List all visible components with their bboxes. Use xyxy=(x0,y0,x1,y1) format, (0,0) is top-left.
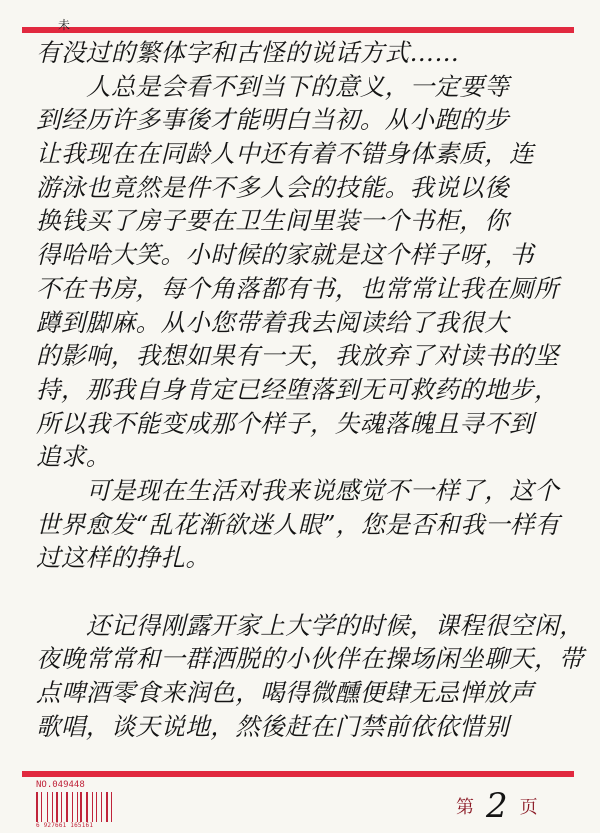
text-line: 人总是会看不到当下的意义，一定要等 xyxy=(86,71,510,101)
text-line: 可是现在生活对我来说感觉不一样了，这个 xyxy=(86,475,560,505)
barcode-icon xyxy=(36,792,116,822)
text-line: 到经历许多事後才能明白当初。从小跑的步 xyxy=(36,105,510,135)
text-line: 持，那我自身肯定已经堕落到无可救药的地步， xyxy=(36,374,559,404)
text-line xyxy=(36,575,576,609)
text-line: 让我现在在同龄人中还有着不错身体素质，连 xyxy=(36,139,534,169)
page-indicator xyxy=(456,782,538,826)
text-line: 得哈哈大笑。小时候的家就是这个样子呀，书 xyxy=(36,240,534,270)
text-line: 夜晚常常和一群洒脱的小伙伴在操场闲坐聊天，带 xyxy=(36,644,584,674)
text-line: 蹲到脚麻。从小您带着我去阅读给了我很大 xyxy=(36,307,510,337)
text-line: 所以我不能变成那个样子，失魂落魄且寻不到 xyxy=(36,408,534,438)
text-line: 还记得刚露开家上大学的时候，课程很空闲， xyxy=(86,610,584,640)
barcode-digits: 6 927661 165161 xyxy=(36,822,94,829)
text-line: 追求。 xyxy=(36,442,111,472)
page-suffix: 页 xyxy=(519,797,538,818)
text-line: 不在书房，每个角落都有书，也常常让我在厕所 xyxy=(36,273,559,303)
text-line: 有没过的繁体字和古怪的说话方式…… xyxy=(36,38,460,67)
page-prefix: 第 xyxy=(456,797,474,818)
text-line: 点啤酒零食来润色，喝得微醺便肆无忌惮放声 xyxy=(36,678,534,708)
page-number: 2 xyxy=(486,786,508,826)
bottom-red-rule xyxy=(22,771,574,777)
handwritten-letter-body xyxy=(36,36,584,743)
top-margin-mark: 未 xyxy=(58,18,71,32)
text-line: 换钱买了房子要在卫生间里装一个书柜，你 xyxy=(36,206,510,236)
serial-number: NO.049448 xyxy=(36,780,85,790)
top-red-rule xyxy=(22,27,574,33)
text-line: 游泳也竟然是件不多人会的技能。我说以後 xyxy=(36,172,510,202)
text-line: 世界愈发“乱花渐欲迷人眼”，您是否和我一样有 xyxy=(36,509,560,539)
text-line: 歌唱，谈天说地，然後赶在门禁前依依惜别 xyxy=(36,711,510,741)
text-line: 的影响，我想如果有一天，我放弃了对读书的坚 xyxy=(36,341,559,371)
text-line: 过这样的挣扎。 xyxy=(36,543,211,573)
